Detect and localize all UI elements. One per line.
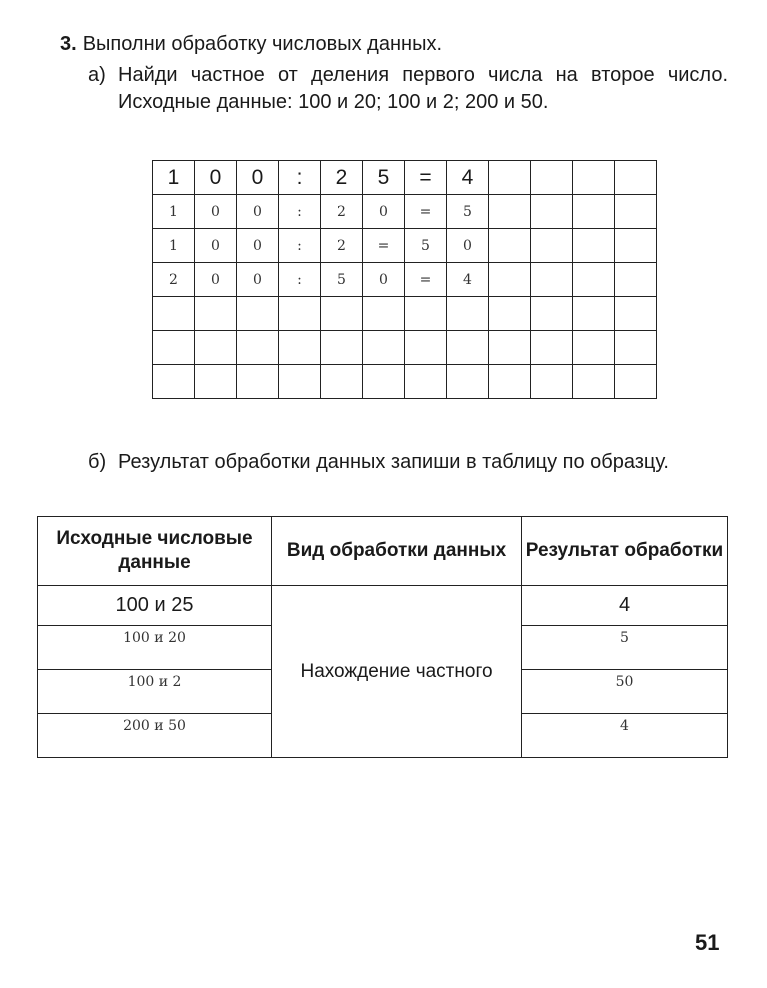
grid-cell: 2 [321, 161, 363, 195]
grid-cell[interactable] [489, 263, 531, 297]
header-processing: Вид обработки данных [272, 517, 522, 586]
header-result: Результат обработки [522, 517, 728, 586]
grid-cell[interactable] [489, 195, 531, 229]
grid-cell[interactable] [573, 263, 615, 297]
processing-type: Нахождение частного [272, 586, 522, 758]
part-b-text: Результат обработки данных запиши в таблицу по образцу. [118, 451, 669, 473]
grid-cell[interactable]: 5 [405, 229, 447, 263]
grid-cell[interactable] [321, 365, 363, 399]
grid-cell[interactable] [237, 331, 279, 365]
grid-row [153, 229, 657, 263]
grid-cell[interactable] [573, 365, 615, 399]
result-cell[interactable]: 4 [522, 714, 728, 758]
grid-cell[interactable] [153, 365, 195, 399]
task-title-text: Выполни обработку числовых данных. [82, 33, 442, 55]
grid-cell: 0 [195, 161, 237, 195]
grid-row [153, 263, 657, 297]
grid-cell[interactable] [615, 229, 657, 263]
grid-cell[interactable]: 1 [153, 229, 195, 263]
grid-cell[interactable] [363, 331, 405, 365]
grid-cell: 0 [237, 161, 279, 195]
grid-cell[interactable] [489, 365, 531, 399]
grid-cell[interactable] [447, 297, 489, 331]
grid-cell[interactable]: 0 [363, 195, 405, 229]
grid-cell[interactable] [447, 365, 489, 399]
result-table [37, 516, 728, 758]
grid-cell[interactable] [447, 331, 489, 365]
grid-cell[interactable]: : [279, 263, 321, 297]
result-cell[interactable]: 5 [522, 626, 728, 670]
grid-cell[interactable] [195, 331, 237, 365]
grid-cell[interactable] [615, 365, 657, 399]
grid-cell[interactable]: 4 [447, 263, 489, 297]
grid-row [153, 195, 657, 229]
grid-cell[interactable] [615, 195, 657, 229]
grid-cell[interactable] [237, 365, 279, 399]
grid-cell[interactable]: = [405, 263, 447, 297]
grid-cell[interactable]: 0 [237, 229, 279, 263]
sample-source: 100 и 25 [38, 586, 272, 626]
grid-cell[interactable] [531, 195, 573, 229]
grid-cell: 1 [153, 161, 195, 195]
grid-cell[interactable] [573, 229, 615, 263]
grid-cell[interactable] [195, 297, 237, 331]
grid-cell[interactable] [405, 297, 447, 331]
grid-cell: 4 [447, 161, 489, 195]
grid-cell[interactable]: 0 [447, 229, 489, 263]
grid-row [153, 297, 657, 331]
header-source: Исходные числовые данные [38, 517, 272, 586]
grid-cell[interactable] [531, 365, 573, 399]
grid-cell[interactable] [615, 263, 657, 297]
page-number: 51 [695, 930, 720, 955]
grid-row [153, 161, 657, 195]
grid-cell: 5 [363, 161, 405, 195]
grid-cell[interactable] [321, 331, 363, 365]
source-cell[interactable]: 100 и 2 [38, 670, 272, 714]
part-a-text: Найди частное от деления первого числа на второе число. Исходные данные: 100 и 20; 100 и 2; 200 и 50. [118, 64, 728, 113]
grid-cell[interactable]: : [279, 195, 321, 229]
grid-cell[interactable] [573, 195, 615, 229]
division-grid [152, 160, 657, 399]
grid-cell: = [405, 161, 447, 195]
grid-cell[interactable] [489, 229, 531, 263]
grid-cell[interactable]: 0 [363, 263, 405, 297]
grid-cell[interactable]: 2 [321, 195, 363, 229]
grid-cell[interactable]: 1 [153, 195, 195, 229]
table-row [38, 586, 728, 626]
grid-cell[interactable] [279, 365, 321, 399]
result-table-header [38, 517, 728, 586]
grid-cell [573, 161, 615, 195]
grid-cell[interactable] [195, 365, 237, 399]
grid-cell[interactable]: 0 [195, 195, 237, 229]
part-b-marker: б) [88, 451, 107, 473]
part-a-marker: а) [88, 64, 106, 86]
task-number: 3. [60, 33, 77, 55]
part-a [88, 62, 728, 116]
grid-cell[interactable] [615, 297, 657, 331]
grid-cell[interactable] [153, 297, 195, 331]
grid-cell[interactable]: : [279, 229, 321, 263]
grid-cell[interactable] [363, 297, 405, 331]
grid-cell[interactable] [405, 365, 447, 399]
grid-cell[interactable] [321, 297, 363, 331]
grid-cell[interactable]: 0 [237, 263, 279, 297]
grid-cell [489, 161, 531, 195]
grid-cell[interactable]: 0 [195, 263, 237, 297]
grid-cell[interactable] [237, 297, 279, 331]
grid-cell[interactable] [531, 331, 573, 365]
grid-cell[interactable] [489, 331, 531, 365]
grid-cell[interactable] [531, 297, 573, 331]
grid-cell[interactable]: 2 [321, 229, 363, 263]
grid-cell[interactable]: = [405, 195, 447, 229]
grid-row [153, 331, 657, 365]
grid-cell [615, 161, 657, 195]
grid-cell[interactable]: 0 [237, 195, 279, 229]
grid-cell[interactable] [573, 331, 615, 365]
grid-cell[interactable]: = [363, 229, 405, 263]
grid-cell[interactable]: 5 [447, 195, 489, 229]
source-cell[interactable]: 200 и 50 [38, 714, 272, 758]
grid-row [153, 365, 657, 399]
grid-cell[interactable] [363, 365, 405, 399]
grid-cell[interactable]: 5 [321, 263, 363, 297]
grid-cell[interactable] [615, 331, 657, 365]
result-cell[interactable]: 50 [522, 670, 728, 714]
part-b [88, 449, 728, 476]
grid-cell[interactable] [531, 229, 573, 263]
grid-cell[interactable] [153, 331, 195, 365]
grid-cell[interactable]: 2 [153, 263, 195, 297]
grid-cell[interactable] [573, 297, 615, 331]
grid-cell[interactable] [405, 331, 447, 365]
source-cell[interactable]: 100 и 20 [38, 626, 272, 670]
grid-cell[interactable] [279, 331, 321, 365]
grid-cell [531, 161, 573, 195]
grid-cell[interactable] [489, 297, 531, 331]
grid-cell[interactable] [279, 297, 321, 331]
task-title [60, 33, 442, 56]
grid-cell[interactable] [531, 263, 573, 297]
sample-result: 4 [522, 586, 728, 626]
grid-cell[interactable]: 0 [195, 229, 237, 263]
grid-cell: : [279, 161, 321, 195]
